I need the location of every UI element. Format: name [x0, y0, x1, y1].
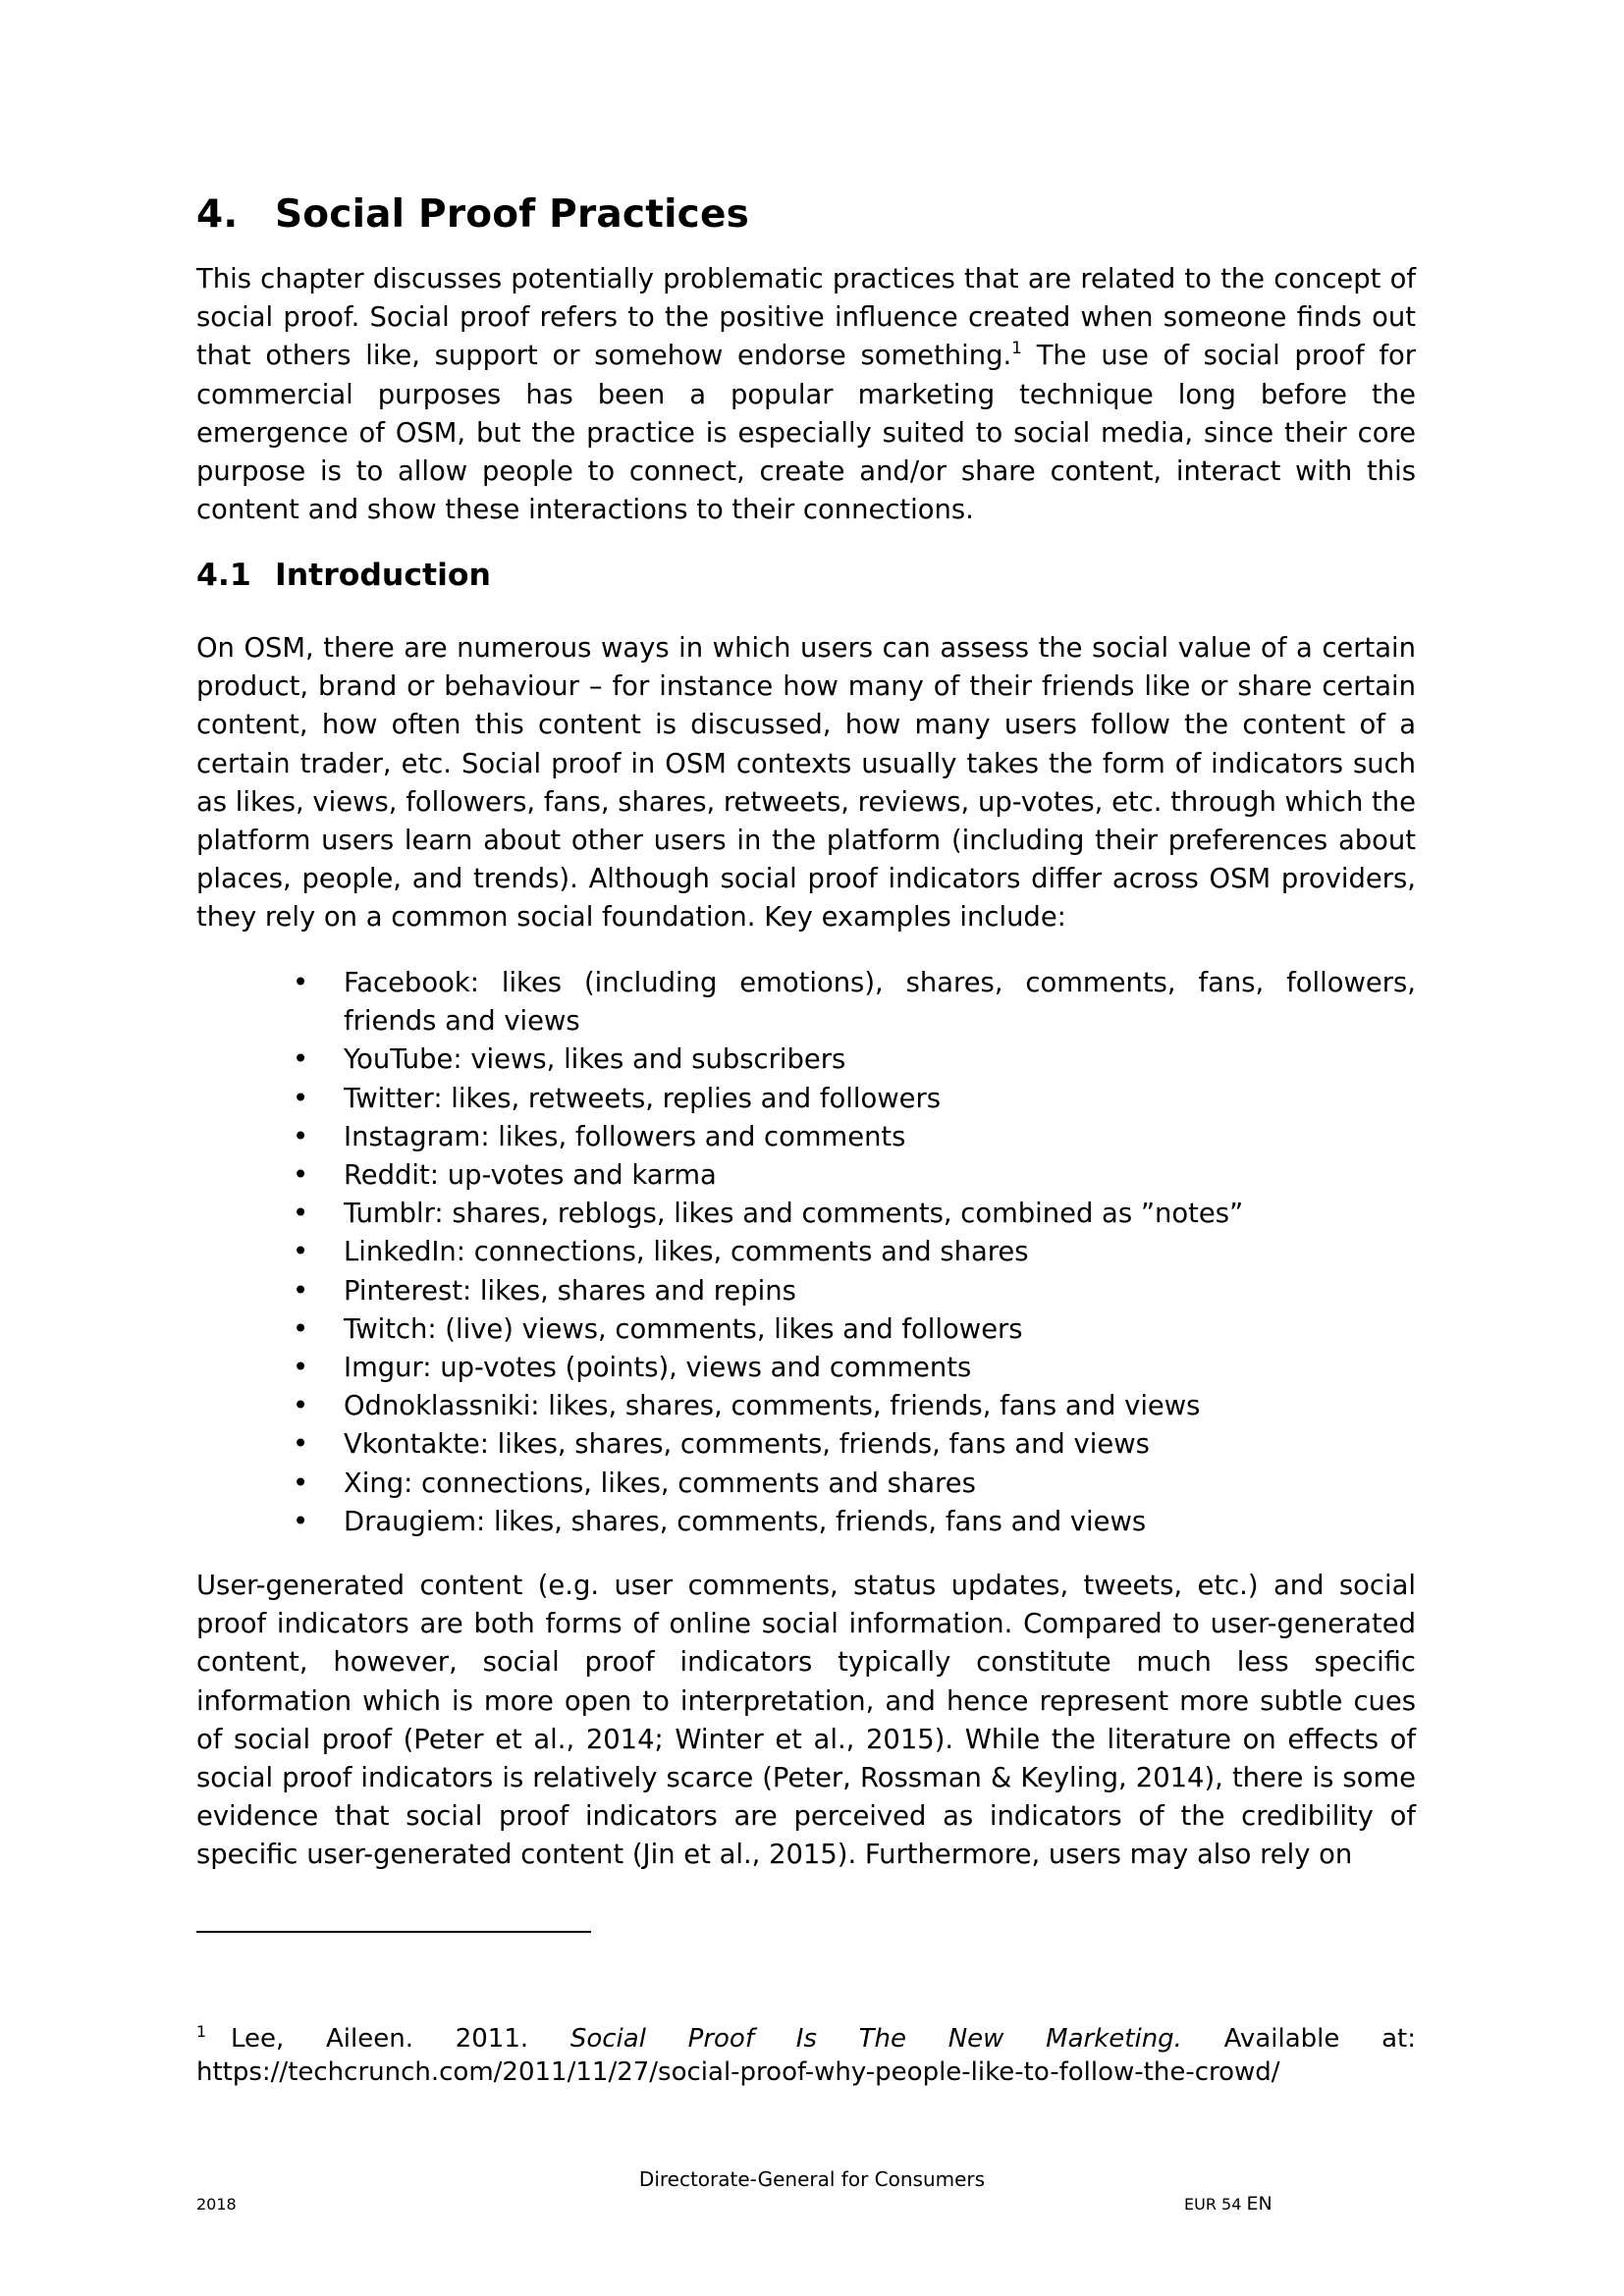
intro-text-after-footnote: The use of social proof for commercial purposes has been a popular marketing technique long before the emergence of OSM, but the practice is especially suited to social media, since their core purpose is to allow people to connect, create and/or share content, interact with this content and show these interactions to their connections. [196, 341, 1416, 526]
list-item: • Twitch: (live) views, comments, likes and followers [344, 1310, 1416, 1349]
footer-page-number: EUR 54 [1184, 2195, 1242, 2214]
list-item: • LinkedIn: connections, likes, comments and shares [344, 1233, 1416, 1271]
list-item: • Xing: connections, likes, comments and shares [344, 1465, 1416, 1503]
footnote-first-name: Aileen. [326, 2024, 413, 2054]
footnote-citation-line [196, 2023, 1416, 2056]
list-item: • Imgur: up-votes (points), views and comments [344, 1349, 1416, 1387]
list-item: • Pinterest: likes, shares and repins [344, 1272, 1416, 1310]
footnote-available: Available [1223, 2024, 1340, 2054]
list-item: • Tumblr: shares, reblogs, likes and comments, combined as ”notes” [344, 1195, 1416, 1233]
footnote-title-word: Is [795, 2024, 817, 2054]
footnote-marker: 1 [196, 2022, 207, 2041]
footnote-title-word: The [858, 2024, 907, 2054]
footnote [196, 2023, 1416, 2089]
footnote-title-word: Social [569, 2024, 646, 2054]
footer-page-label [1184, 2193, 1272, 2215]
list-item: • Vkontakte: likes, shares, comments, friends, fans and views [344, 1425, 1416, 1464]
chapter-number: 4. [196, 192, 239, 237]
footer-publisher: Directorate-General for Consumers [638, 2167, 986, 2191]
footnote-divider [196, 1931, 591, 1933]
body-paragraph-2: User-generated content (e.g. user comments, status updates, tweets, etc.) and social proof indicators are both forms of online social information. Compared to user-generated content, however, social proof indicators typically constitute much less specific information which is more open to interpretation, and hence represent more subtle cues of social proof (Peter et al., 2014; Winter et al., 2015). While the literature on effects of social proof indicators is relatively scarce (Peter, Rossman & Keyling, 2014), there is some evidence that social proof indicators are perceived as indicators of the credibility of specific user-generated content (Jin et al., 2015). Furthermore, users may also rely on [196, 1571, 1416, 1871]
list-item: • Instagram: likes, followers and comments [344, 1118, 1416, 1156]
list-item: • YouTube: views, likes and subscribers [344, 1041, 1416, 1079]
list-item: • Draugiem: likes, shares, comments, friends, fans and views [344, 1503, 1416, 1541]
section-title [196, 558, 491, 593]
body-paragraph-1: On OSM, there are numerous ways in which users can assess the social value of a certain product, brand or behaviour – for instance how many of their friends like or share certain content, how often this content is discussed, how many users follow the content of a certain trader, etc. Social proof in OSM contexts usually takes the form of indicators such as likes, views, followers, fans, shares, retweets, reviews, up-votes, etc. through which the platform users learn about other users in the platform (including their preferences about places, people, and trends). Although social proof indicators differ across OSM providers, they rely on a common social foundation. Key examples include: [196, 633, 1416, 934]
social-proof-examples-list [344, 964, 1416, 1541]
footnote-url-link[interactable]: https://techcrunch.com/2011/11/27/social-proof-why-people-like-to-follow-the-crowd/ [196, 2056, 1280, 2087]
footnote-title-word: Proof [687, 2024, 754, 2054]
section-title-text: Introduction [275, 558, 491, 593]
footnote-marker-author [196, 2023, 284, 2056]
chapter-title [196, 192, 749, 237]
footnote-title-word: Marketing. [1046, 2024, 1182, 2054]
list-item: • Reddit: up-votes and karma [344, 1156, 1416, 1195]
chapter-title-text: Social Proof Practices [275, 192, 750, 237]
footnote-title-word: New [947, 2024, 1004, 2054]
list-item: • Odnoklassniki: likes, shares, comments, friends, fans and views [344, 1387, 1416, 1425]
intro-text-before-footnote: This chapter discusses potentially problematic practices that are related to the concept of social proof. Social proof refers to the positive influence created when someone finds out that others like, support or somehow endorse something. [196, 264, 1416, 372]
footnote-reference[interactable]: 1 [1011, 339, 1022, 359]
footer-language: EN [1246, 2193, 1272, 2215]
list-item: • Twitter: likes, retweets, replies and followers [344, 1080, 1416, 1118]
intro-paragraph [196, 260, 1416, 529]
footnote-year: 2011. [455, 2024, 529, 2054]
footnote-at: at: [1381, 2024, 1416, 2054]
section-number: 4.1 [196, 558, 251, 593]
footer-year: 2018 [196, 2195, 237, 2214]
footnote-author: Lee, [230, 2024, 285, 2054]
list-item: • Facebook: likes (including emotions), shares, comments, fans, followers, friends and views [344, 964, 1416, 1041]
